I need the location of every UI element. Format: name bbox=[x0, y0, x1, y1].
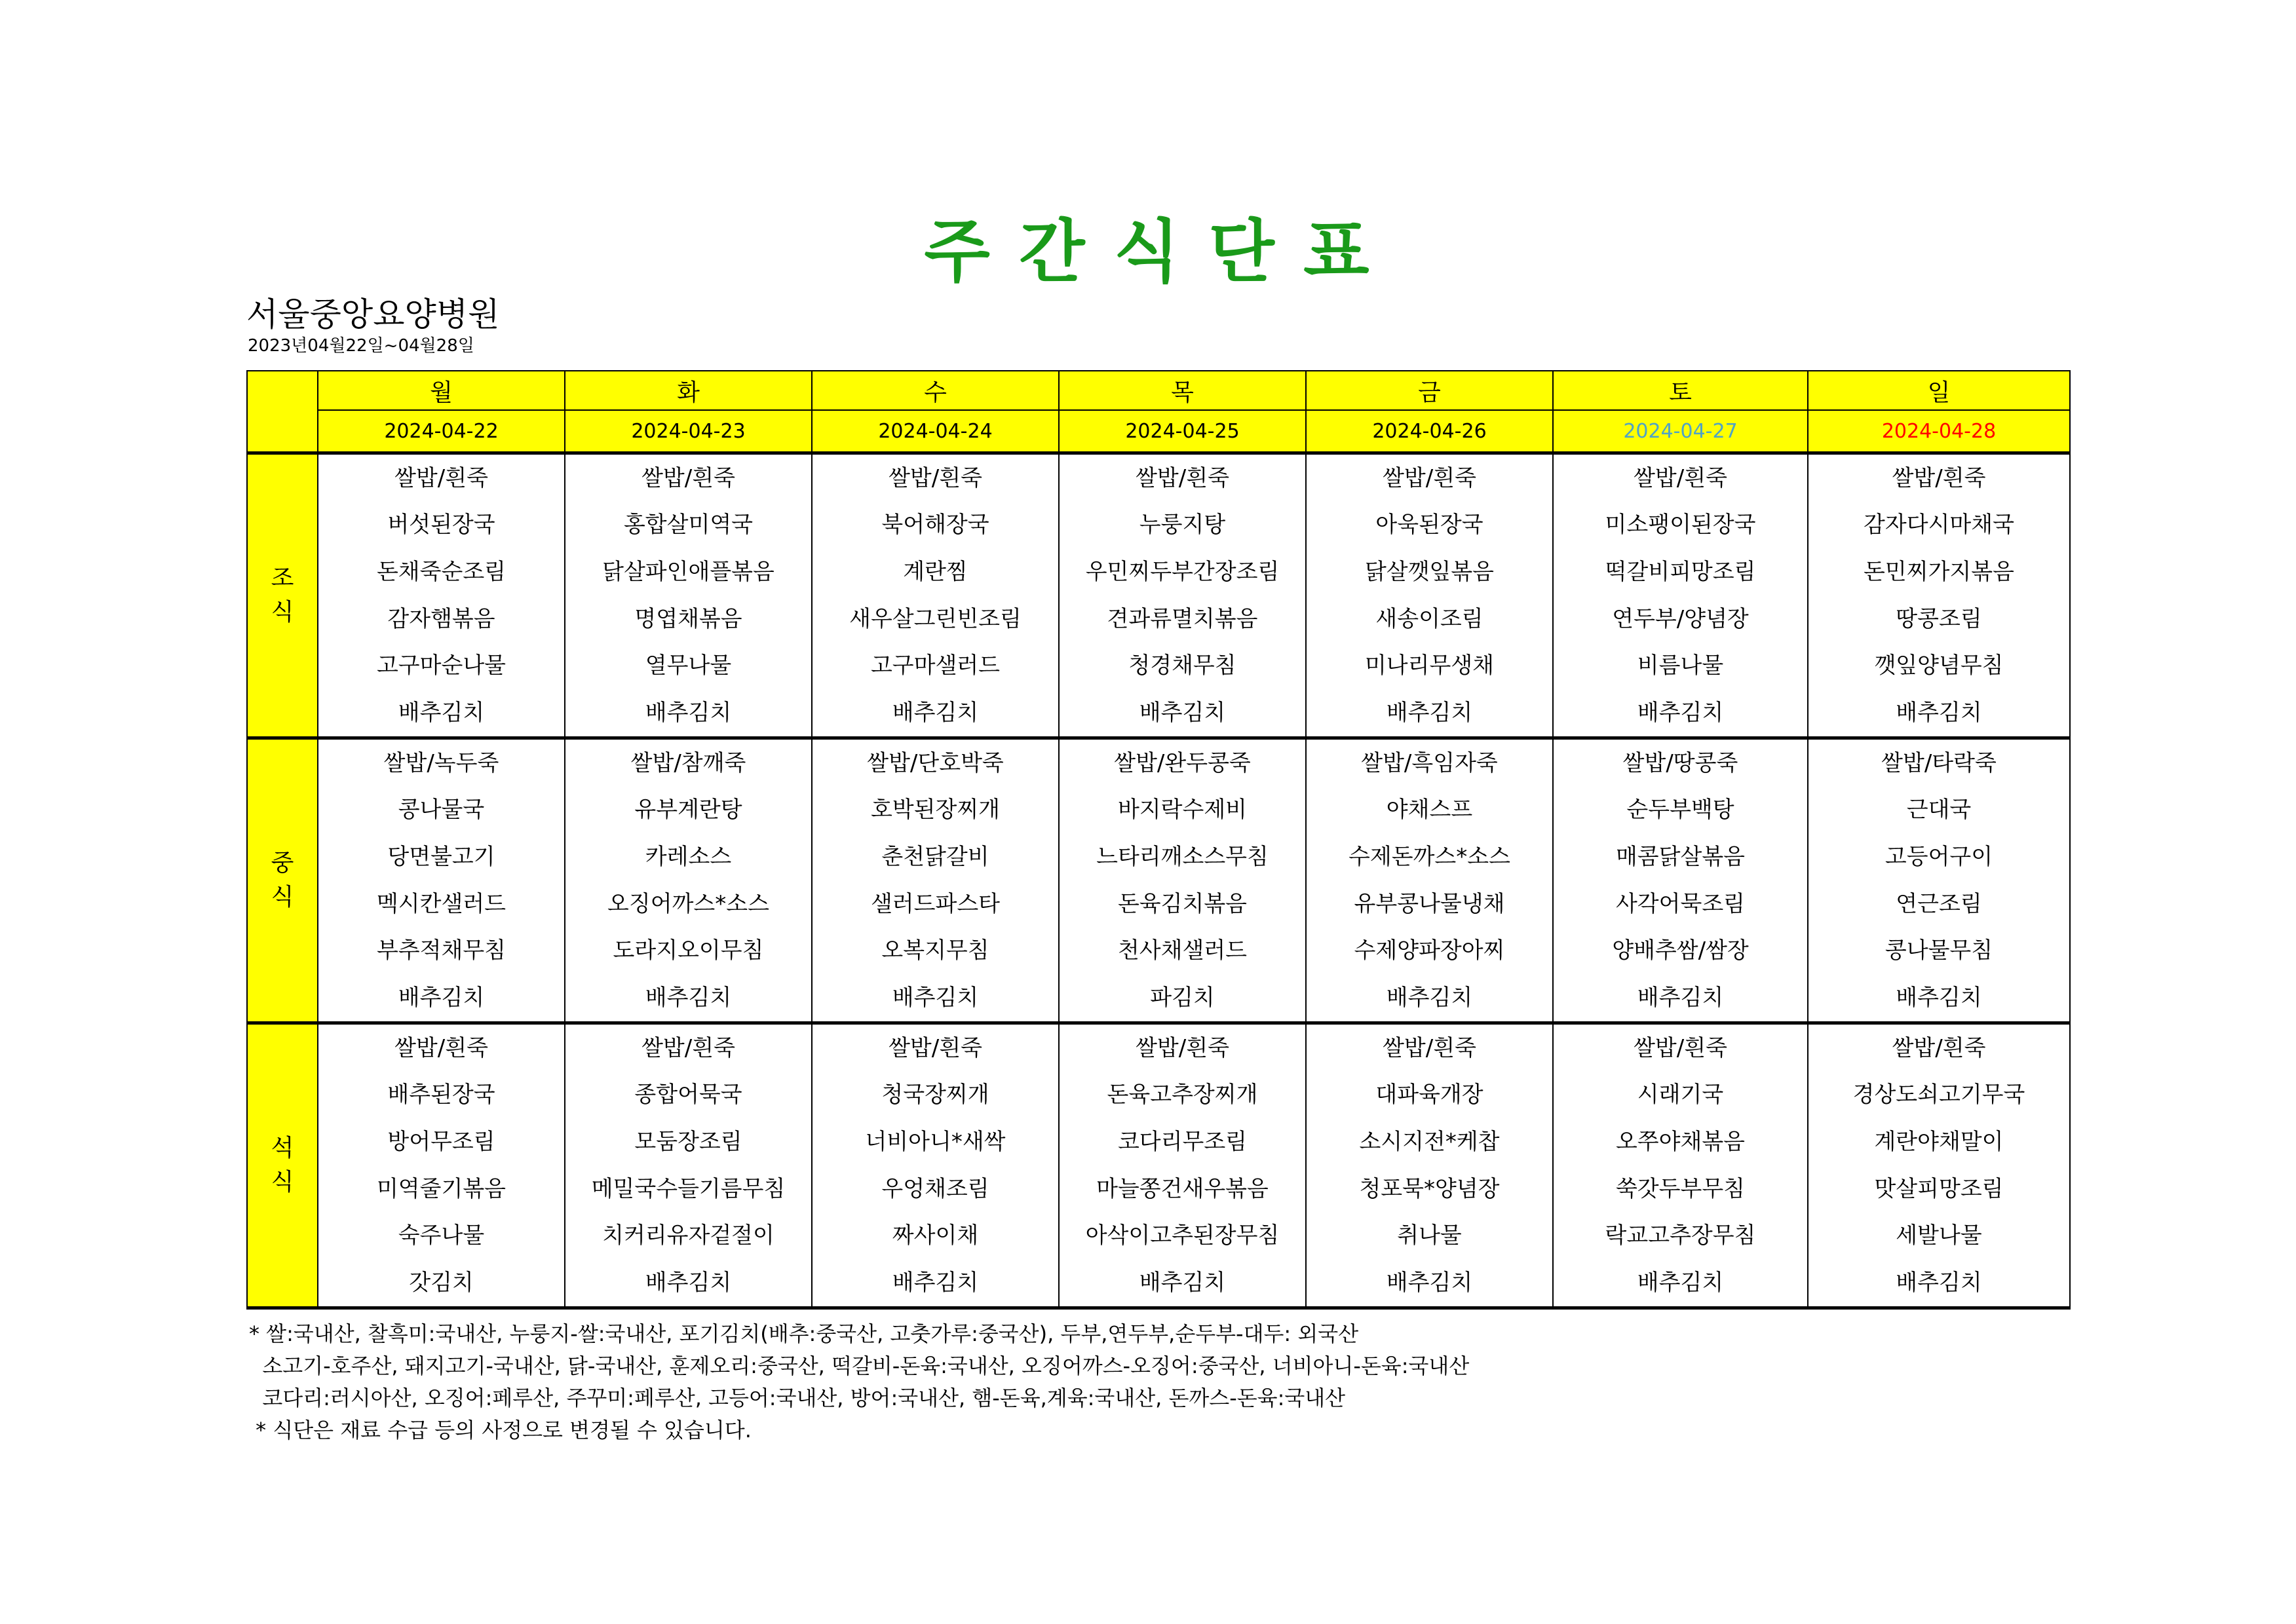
menu-item: 수제양파장아찌 bbox=[1354, 937, 1505, 964]
menu-item: 근대국 bbox=[1906, 797, 1972, 823]
menu-item: 수제돈까스*소스 bbox=[1349, 844, 1510, 871]
menu-item: 사각어묵조림 bbox=[1615, 890, 1746, 917]
menu-item: 갓김치 bbox=[409, 1270, 474, 1296]
menu-item: 샐러드파스타 bbox=[870, 890, 1001, 917]
meal-label bbox=[247, 1023, 318, 1308]
menu-item: 쌀밥/흰죽 bbox=[641, 1034, 735, 1061]
weekday-header: 월 bbox=[318, 371, 565, 410]
menu-item: 배추김치 bbox=[398, 985, 485, 1011]
menu-item: 종합어묵국 bbox=[634, 1082, 742, 1108]
menu-item: 배추김치 bbox=[892, 700, 979, 727]
menu-cell bbox=[1553, 738, 1808, 1023]
weekday-header: 토 bbox=[1553, 371, 1808, 410]
weekday-header: 목 bbox=[1059, 371, 1306, 410]
menu-item: 닭살파인애플볶음 bbox=[602, 559, 775, 586]
menu-item: 배추김치 bbox=[892, 985, 979, 1011]
meal-label bbox=[247, 738, 318, 1023]
menu-cell bbox=[565, 1023, 812, 1308]
menu-cell bbox=[1553, 1023, 1808, 1308]
menu-item: 명엽채볶음 bbox=[634, 605, 742, 632]
menu-item: 돈육고추장찌개 bbox=[1107, 1082, 1258, 1108]
menu-item: 배추김치 bbox=[645, 1270, 732, 1296]
meal-row bbox=[247, 1023, 2070, 1308]
menu-cell bbox=[1306, 738, 1553, 1023]
menu-item: 유부계란탕 bbox=[634, 797, 742, 823]
header-corner bbox=[247, 371, 318, 453]
menu-item: 닭살깻잎볶음 bbox=[1364, 559, 1495, 586]
menu-cell bbox=[565, 738, 812, 1023]
date-header: 2024-04-23 bbox=[565, 410, 812, 453]
menu-item: 계란야채말이 bbox=[1874, 1129, 2004, 1156]
menu-item: 미역줄기볶음 bbox=[376, 1175, 507, 1202]
weekday-header-row bbox=[247, 371, 2070, 410]
date-header: 2024-04-28 bbox=[1808, 410, 2070, 453]
menu-item: 아욱된장국 bbox=[1375, 512, 1483, 538]
menu-item: 미소팽이된장국 bbox=[1605, 512, 1756, 538]
weekly-menu-table bbox=[246, 370, 2071, 1310]
menu-item: 배추김치 bbox=[1896, 985, 1982, 1011]
menu-cell bbox=[812, 1023, 1059, 1308]
note-line: * 쌀:국내산, 찰흑미:국내산, 누룽지-쌀:국내산, 포기김치(배추:중국산, 고춧가루:중국산), 두부,연두부,순두부-대두: 외국산 bbox=[249, 1321, 1359, 1346]
menu-item: 맛살피망조림 bbox=[1874, 1175, 2004, 1202]
menu-item: 메밀국수들기름무침 bbox=[591, 1175, 786, 1202]
menu-item: 오쭈야채볶음 bbox=[1615, 1129, 1746, 1156]
menu-item: 견과류멸치볶음 bbox=[1107, 605, 1258, 632]
menu-item: 고구마순나물 bbox=[376, 652, 507, 679]
menu-item: 콩나물국 bbox=[398, 797, 485, 823]
menu-item: 마늘쫑건새우볶음 bbox=[1096, 1175, 1269, 1202]
menu-item: 시래기국 bbox=[1637, 1082, 1724, 1108]
menu-item: 배추김치 bbox=[892, 1270, 979, 1296]
menu-item: 유부콩나물냉채 bbox=[1354, 890, 1505, 917]
menu-item: 돈육김치볶음 bbox=[1117, 890, 1248, 917]
menu-item: 배추된장국 bbox=[387, 1082, 495, 1108]
menu-item: 새우살그린빈조림 bbox=[849, 605, 1022, 632]
meal-label bbox=[247, 453, 318, 738]
menu-item: 돈민찌가지볶음 bbox=[1864, 559, 2014, 586]
menu-item: 쌀밥/흰죽 bbox=[889, 1034, 982, 1061]
menu-item: 오복지무침 bbox=[881, 937, 989, 964]
note-line: 코다리:러시아산, 오징어:페루산, 주꾸미:페루산, 고등어:국내산, 방어:국내산, 햄-돈육,계육:국내산, 돈까스-돈육:국내산 bbox=[249, 1386, 1346, 1410]
meal-label-text: 중 식 bbox=[271, 850, 294, 911]
menu-item: 락교고추장무침 bbox=[1605, 1222, 1756, 1249]
menu-item: 누룽지탕 bbox=[1139, 512, 1226, 538]
menu-item: 고등어구이 bbox=[1885, 844, 1993, 871]
menu-item: 매콤닭살볶음 bbox=[1615, 844, 1746, 871]
note-line: * 식단은 재료 수급 등의 사정으로 변경될 수 있습니다. bbox=[249, 1418, 752, 1443]
menu-item: 땅콩조림 bbox=[1896, 605, 1982, 632]
menu-item: 천사채샐러드 bbox=[1117, 937, 1248, 964]
menu-item: 순두부백탕 bbox=[1626, 797, 1734, 823]
menu-item: 배추김치 bbox=[1139, 1270, 1226, 1296]
menu-item: 당면불고기 bbox=[387, 844, 495, 871]
menu-item: 버섯된장국 bbox=[387, 512, 495, 538]
menu-cell bbox=[318, 1023, 565, 1308]
menu-item: 경상도쇠고기무국 bbox=[1852, 1082, 2025, 1108]
menu-item: 연두부/양념장 bbox=[1612, 605, 1749, 632]
meal-row bbox=[247, 453, 2070, 738]
menu-cell bbox=[1808, 453, 2070, 738]
menu-item: 북어해장국 bbox=[881, 512, 989, 538]
menu-item: 쌀밥/흰죽 bbox=[1383, 1034, 1476, 1061]
menu-item: 쌀밥/단호박죽 bbox=[867, 749, 1004, 776]
menu-item: 너비아니*새싹 bbox=[865, 1129, 1006, 1156]
menu-item: 홍합살미역국 bbox=[623, 512, 754, 538]
menu-item: 배추김치 bbox=[1386, 700, 1473, 727]
menu-item: 배추김치 bbox=[1896, 700, 1982, 727]
menu-item: 숙주나물 bbox=[398, 1222, 485, 1249]
hospital-name: 서울중앙요양병원 bbox=[246, 295, 500, 333]
menu-item: 취나물 bbox=[1397, 1222, 1462, 1249]
weekday-header: 일 bbox=[1808, 371, 2070, 410]
menu-item: 우엉채조림 bbox=[881, 1175, 989, 1202]
menu-item: 감자다시마채국 bbox=[1864, 512, 2014, 538]
weekday-header: 수 bbox=[812, 371, 1059, 410]
menu-item: 배추김치 bbox=[1386, 985, 1473, 1011]
menu-cell bbox=[318, 738, 565, 1023]
menu-item: 야채스프 bbox=[1386, 797, 1473, 823]
menu-item: 쌀밥/흰죽 bbox=[641, 464, 735, 491]
menu-item: 느타리깨소스무침 bbox=[1096, 844, 1269, 871]
menu-item: 치커리유자겉절이 bbox=[602, 1222, 775, 1249]
menu-item: 쌀밥/흰죽 bbox=[394, 464, 488, 491]
menu-item: 청포묵*양념장 bbox=[1359, 1175, 1500, 1202]
menu-cell bbox=[1808, 1023, 2070, 1308]
menu-item: 파김치 bbox=[1150, 985, 1215, 1011]
menu-item: 감자햄볶음 bbox=[387, 605, 495, 632]
menu-item: 계란찜 bbox=[903, 559, 968, 586]
menu-cell bbox=[1059, 738, 1306, 1023]
menu-item: 도라지오이무침 bbox=[613, 937, 764, 964]
meal-label-text: 조 식 bbox=[271, 565, 294, 626]
menu-item: 세발나물 bbox=[1896, 1222, 1982, 1249]
menu-cell bbox=[1306, 1023, 1553, 1308]
weekday-header: 금 bbox=[1306, 371, 1553, 410]
menu-item: 소시지전*케찹 bbox=[1359, 1129, 1500, 1156]
menu-item: 대파육개장 bbox=[1375, 1082, 1483, 1108]
menu-item: 연근조림 bbox=[1896, 890, 1982, 917]
menu-item: 깻잎양념무침 bbox=[1874, 652, 2004, 679]
menu-item: 쌀밥/흰죽 bbox=[1892, 464, 1986, 491]
menu-item: 배추김치 bbox=[398, 700, 485, 727]
meal-row bbox=[247, 738, 2070, 1023]
menu-item: 배추김치 bbox=[645, 700, 732, 727]
menu-item: 쑥갓두부무침 bbox=[1615, 1175, 1746, 1202]
menu-item: 쌀밥/흰죽 bbox=[1136, 1034, 1229, 1061]
menu-item: 쌀밥/땅콩죽 bbox=[1622, 749, 1738, 776]
menu-cell bbox=[1059, 1023, 1306, 1308]
page-title: 주 간 식 단 표 bbox=[924, 212, 1372, 292]
menu-item: 쌀밥/흑임자죽 bbox=[1361, 749, 1498, 776]
menu-cell bbox=[1808, 738, 2070, 1023]
menu-item: 배추김치 bbox=[1139, 700, 1226, 727]
menu-item: 모둠장조림 bbox=[634, 1129, 742, 1156]
menu-period: 2023년04월22일~04월28일 bbox=[248, 336, 474, 356]
date-header: 2024-04-22 bbox=[318, 410, 565, 453]
menu-item: 우민찌두부간장조림 bbox=[1085, 559, 1280, 586]
menu-item: 돈채죽순조림 bbox=[376, 559, 507, 586]
menu-item: 쌀밥/흰죽 bbox=[1136, 464, 1229, 491]
date-header-row bbox=[247, 410, 2070, 453]
menu-item: 쌀밥/참깨죽 bbox=[630, 749, 746, 776]
menu-item: 쌀밥/흰죽 bbox=[394, 1034, 488, 1061]
menu-cell bbox=[318, 453, 565, 738]
menu-cell bbox=[812, 738, 1059, 1023]
menu-item: 쌀밥/흰죽 bbox=[1892, 1034, 1986, 1061]
menu-item: 열무나물 bbox=[645, 652, 732, 679]
menu-item: 배추김치 bbox=[645, 985, 732, 1011]
origin-notes bbox=[249, 1318, 1469, 1446]
date-header: 2024-04-26 bbox=[1306, 410, 1553, 453]
menu-item: 쌀밥/흰죽 bbox=[1634, 464, 1727, 491]
date-header: 2024-04-24 bbox=[812, 410, 1059, 453]
menu-cell bbox=[1306, 453, 1553, 738]
menu-item: 배추김치 bbox=[1386, 1270, 1473, 1296]
menu-item: 양배추쌈/쌈장 bbox=[1612, 937, 1749, 964]
menu-item: 카레소스 bbox=[645, 844, 732, 871]
menu-item: 호박된장찌개 bbox=[870, 797, 1001, 823]
menu-item: 배추김치 bbox=[1637, 1270, 1724, 1296]
weekday-header: 화 bbox=[565, 371, 812, 410]
menu-item: 배추김치 bbox=[1637, 985, 1724, 1011]
menu-item: 새송이조림 bbox=[1375, 605, 1483, 632]
menu-item: 미나리무생채 bbox=[1364, 652, 1495, 679]
menu-cell bbox=[1553, 453, 1808, 738]
menu-item: 떡갈비피망조림 bbox=[1605, 559, 1756, 586]
menu-item: 쌀밥/완두콩죽 bbox=[1114, 749, 1251, 776]
menu-item: 쌀밥/타락죽 bbox=[1881, 749, 1997, 776]
menu-item: 청국장찌개 bbox=[881, 1082, 989, 1108]
menu-cell bbox=[1059, 453, 1306, 738]
menu-item: 쌀밥/흰죽 bbox=[1634, 1034, 1727, 1061]
menu-item: 콩나물무침 bbox=[1885, 937, 1993, 964]
menu-item: 오징어까스*소스 bbox=[607, 890, 769, 917]
menu-item: 코다리무조림 bbox=[1117, 1129, 1248, 1156]
menu-item: 쌀밥/흰죽 bbox=[1383, 464, 1476, 491]
menu-cell bbox=[812, 453, 1059, 738]
menu-item: 짜사이채 bbox=[892, 1222, 979, 1249]
menu-item: 아삭이고추된장무침 bbox=[1085, 1222, 1280, 1249]
menu-item: 청경채무침 bbox=[1128, 652, 1236, 679]
meal-label-text: 석 식 bbox=[271, 1135, 294, 1196]
menu-item: 부추적채무침 bbox=[376, 937, 507, 964]
menu-item: 쌀밥/흰죽 bbox=[889, 464, 982, 491]
menu-item: 바지락수제비 bbox=[1117, 797, 1248, 823]
menu-item: 춘천닭갈비 bbox=[881, 844, 989, 871]
note-line: 소고기-호주산, 돼지고기-국내산, 닭-국내산, 훈제오리:중국산, 떡갈비-돈육:국내산, 오징어까스-오징어:중국산, 너비아니-돈육:국내산 bbox=[249, 1353, 1470, 1378]
date-header: 2024-04-25 bbox=[1059, 410, 1306, 453]
menu-item: 비름나물 bbox=[1637, 652, 1724, 679]
menu-item: 방어무조림 bbox=[387, 1129, 495, 1156]
menu-item: 배추김치 bbox=[1896, 1270, 1982, 1296]
menu-item: 쌀밥/녹두죽 bbox=[383, 749, 499, 776]
menu-item: 고구마샐러드 bbox=[870, 652, 1001, 679]
menu-item: 배추김치 bbox=[1637, 700, 1724, 727]
date-header: 2024-04-27 bbox=[1553, 410, 1808, 453]
menu-item: 멕시칸샐러드 bbox=[376, 890, 507, 917]
menu-cell bbox=[565, 453, 812, 738]
